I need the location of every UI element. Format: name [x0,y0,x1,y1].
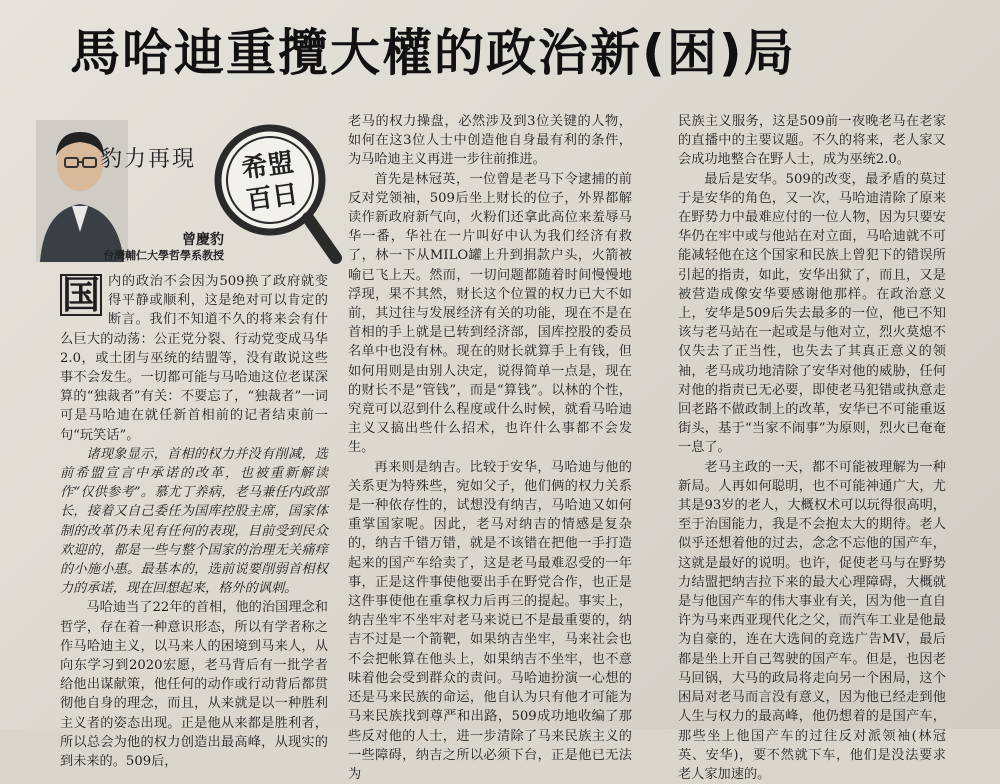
paragraph: 民族主义服务，这是509前一夜晚老马在老家的直播中的主要议题。不久的将来，老人家又会成功地整合在野人士，成为巫统2.0。 [678,114,946,168]
article-column-2 [348,112,632,782]
paragraph: 诸现象显示，首相的权力并没有削减，选前希盟宣言中承诺的改革，也被重新解读作“仅供参考”。慕尤丁养病，老马兼任内政部长，接着又自己委任为国库控股主席，国家体制的改革仍未见有任何的表现，目前受到民众欢迎的，都是一些与整个国家的治理无关痛痒的小施小惠。最基本的，选前说要削弱首相权力的承诺，现在回想起来，格外的讽刺。 [60,446,328,597]
badge-text [226,145,314,220]
paragraph: 老马的权力操盘，必然涉及到3位关键的人物，如何在这3位人士中创造他自身最有利的条件，为马哈迪主义再进一步往前推进。 [348,114,632,168]
paragraph: 内的政治不会因为509换了政府就变得平静或顺利，这是绝对可以肯定的断言。我们不知道不久的将来会有什么巨大的动荡：公正党分裂、行动党变成马华2.0，或土团与巫统的结盟等，没有敢说这些事不会发生。一切都可能与马哈迪这位老谋深算的“独裁者”有关：不要忘了，“独裁者”一词可是马哈迪在就任新首相前的记者结束前一句“玩笑话”。 [60,274,328,443]
badge-line-1: 希盟 [239,147,296,185]
byline [103,232,224,264]
paragraph: 再来则是纳吉。比较于安华，马哈迪与他的关系更为特殊些，宛如父子，他们俩的权力关系是一种依存性的，试想没有纳吉，马哈迪又如何重掌国家呢。因此，老马对纳吉的情感是复杂的，纳吉千错万错，就是不该错在把他一手打造起来的国产车给卖了，这是老马最难忍受的一年事，正是这件事使他要出手在野党合作，也正是这件事使他在重拿权力后再三的提起。事实上，纳吉坐牢不坐牢对老马来说已不是最重要的，纳吉不过是一个箭靶，如果纳吉坐牢，马来社会也不会把帐算在他头上，如果纳吉不坐牢，也不意味着他会受到群众的责问。马哈迪扮演一心想的还是马来民族的命运，他自认为只有他才可能为马来民族找到尊严和出路，509成功地收编了那些反对他的人士，进一步清除了马来民族主义的一些障碍，纳吉之所以必须下台，正是他已无法为 [348,459,632,782]
paragraph: 首先是林冠英，一位曾是老马下令逮捕的前反对党领袖，509后坐上财长的位子，外界都解读作新政府新气向，火粉们还拿此高位来羞辱马华一番，华社在一片叫好中认为我们经济有救了，林一下从MILO罐上升到捐款户头，火箭被喻已飞上天。然而，一切问题都随着时间慢慢地浮现，果不其然，财长这个位置的权力已大不如前，其过往与发展经济有关的功能，现在不是在首相的手上就是已转到经济部，国库控股的委员名单中也没有林。现在的财长就算手上有钱，但如何用则是由别人决定，说得简单一点是，现在的财长不是“管钱”，而是“算钱”。以林的个性，究竟可以忍到什么程度或什么时候，就看马哈迪主义又搞出些什么招术，也许什么事都不会发生。 [348,171,632,456]
article-column-3 [678,112,946,782]
column-name: 豹力再現 [100,147,197,172]
article-column-1 [60,272,328,770]
headline: 馬哈迪重攬大權的政治新(困)局 [70,24,796,82]
author-name: 曾慶豹 [182,232,224,248]
badge-line-2: 百日 [244,179,301,217]
paragraph: 最后是安华。509的改变，最矛盾的莫过于是安华的角色，又一次，马哈迪清除了原来在野势力中最难应付的一位人物，因为只要安华仍在牢中或与他站在对立面，马哈迪就不可能减轻他在这个国家和民族上曾犯下的错误所引起的指责，如此，安华出狱了，而且，又是被营造成像安华要感谢他那样。在政治意义上，安华是509后失去最多的一位，他已不知该与老马站在一起或是与他对立，烈火莫熄不仅失去了正当性，也失去了其真正意义的领袖，老马成功地清除了安华对他的威胁，任何对他的指责已无必要，即使老马犯错或执意走回老路不做政制上的改革，安华已不可能重返街头，基于“当家不闹事”为原则，烈火已奄奄一息了。 [678,171,946,456]
author-affiliation: 台灣輔仁大學哲學系教授 [103,249,224,262]
drop-cap: 国 [62,273,101,317]
paragraph: 老马主政的一天，都不可能被理解为一种新局。人再如何聪明，也不可能神通广大，尤其是93岁的老人，大概权术可以玩得很高明，至于治国能力，我是不会抱太大的期待。老人似乎还想着他的过去，念念不忘他的国产车，这就是最好的说明。也许，促使老马与在野势力结盟把纳吉拉下来的最大心理障碍，大概就是与他国产车的伟大事业有关，因为他一直自许为马来西亚现代化之父，而汽车工业是他最为自豪的，连在大选间的竞选广告MV，最后都是坐上开自己驾驶的国产车。但是，也因老马回锅，大马的政局将走向另一个困局，这个困局对老马而言没有意义，因为他已经走到他人生与权力的最高峰，他仍想着的是国产车，那些坐上他国产车的过往反对派领袖(林冠英、安华)，要不然就下车，他们是没法要求老人家加速的。 [678,459,946,782]
paragraph: 马哈迪当了22年的首相，他的治国理念和哲学，存在着一种意识形态，所以有学者称之作马哈迪主义，以马来人的困境到马来人，从向东学习到2020宏愿，老马背后有一批学者给他出谋献策，他任何的动作或行动背后都贯彻他自身的理念，而且，从来就是以一种胜利主义者的姿态出现。正是他从来都是胜利者，所以总会为他的权力创造出最高峰，从现实的到未来的。509后， [60,600,328,770]
